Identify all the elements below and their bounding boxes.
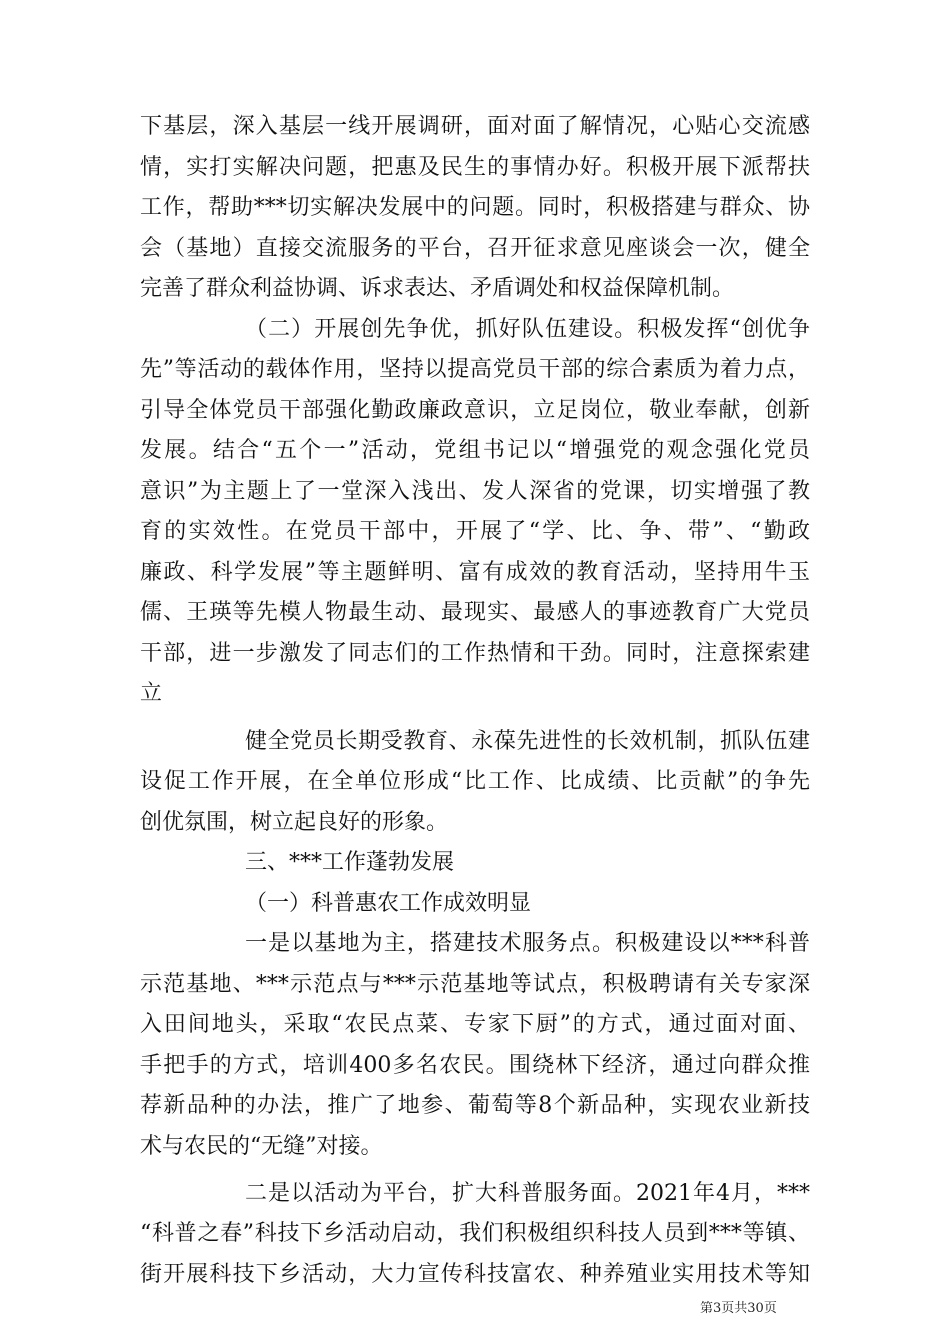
text-line: “科普之春”科技下乡活动启动，我们积极组织科技人员到***等镇、 [140, 1221, 810, 1246]
text-line: 立 [140, 681, 163, 706]
text-line: 工作，帮助***切实解决发展中的问题。同时，积极搭建与群众、协 [140, 195, 810, 220]
text-line: 街开展科技下乡活动，大力宣传科技富农、种养殖业实用技术等知 [140, 1262, 810, 1287]
text-line: 意识”为主题上了一堂深入浅出、发人深省的党课，切实增强了教 [140, 479, 810, 504]
text-line: 入田间地头，采取“农民点菜、专家下厨”的方式，通过面对面、 [140, 1012, 810, 1037]
text-line: 引导全体党员干部强化勤政廉政意识，立足岗位，敬业奉献，创新 [140, 398, 810, 423]
text-line: 手把手的方式，培训400多名农民。围绕林下经济，通过向群众推 [140, 1053, 810, 1078]
text-line: 完善了群众利益协调、诉求表达、矛盾调处和权益保障机制。 [140, 276, 735, 301]
text-line: 设促工作开展，在全单位形成“比工作、比成绩、比贡献”的争先 [140, 769, 810, 794]
paragraph-start: （二）开展创先争优，抓好队伍建设。积极发挥“创优争 [245, 317, 810, 342]
text-line: 育的实效性。在党员干部中，开展了“学、比、争、带”、“勤政 [140, 519, 810, 544]
paragraph-start: 一是以基地为主，搭建技术服务点。积极建设以***科普 [245, 931, 810, 956]
text-line: 情，实打实解决问题，把惠及民生的事情办好。积极开展下派帮扶 [140, 155, 810, 180]
paragraph-start: 健全党员长期受教育、永葆先进性的长效机制，抓队伍建 [245, 729, 810, 754]
text-line: 示范基地、***示范点与***示范基地等试点，积极聘请有关专家深 [140, 972, 810, 997]
page-number-footer: 第3页共30页 [700, 1301, 777, 1316]
text-line: 先”等活动的载体作用，坚持以提高党员干部的综合素质为着力点， [140, 357, 810, 382]
section-heading: 三、***工作蓬勃发展 [245, 850, 455, 875]
paragraph-start: 二是以活动为平台，扩大科普服务面。2021年4月，*** [245, 1181, 810, 1206]
subsection-heading: （一）科普惠农工作成效明显 [245, 891, 532, 916]
text-line: 荐新品种的办法，推广了地参、葡萄等8个新品种，实现农业新技 [140, 1093, 810, 1118]
text-line: 术与农民的“无缝”对接。 [140, 1134, 383, 1159]
text-line: 下基层，深入基层一线开展调研，面对面了解情况，心贴心交流感 [140, 114, 810, 139]
text-line: 会（基地）直接交流服务的平台，召开征求意见座谈会一次，健全 [140, 236, 810, 261]
text-line: 发展。结合“五个一”活动，党组书记以“增强党的观念强化党员 [140, 438, 810, 463]
text-line: 廉政、科学发展”等主题鲜明、富有成效的教育活动，坚持用牛玉 [140, 560, 810, 585]
text-line: 儒、王瑛等先模人物最生动、最现实、最感人的事迹教育广大党员 [140, 600, 810, 625]
text-line: 创优氛围，树立起良好的形象。 [140, 810, 449, 835]
text-line: 干部，进一步激发了同志们的工作热情和干劲。同时，注意探索建 [140, 641, 810, 666]
